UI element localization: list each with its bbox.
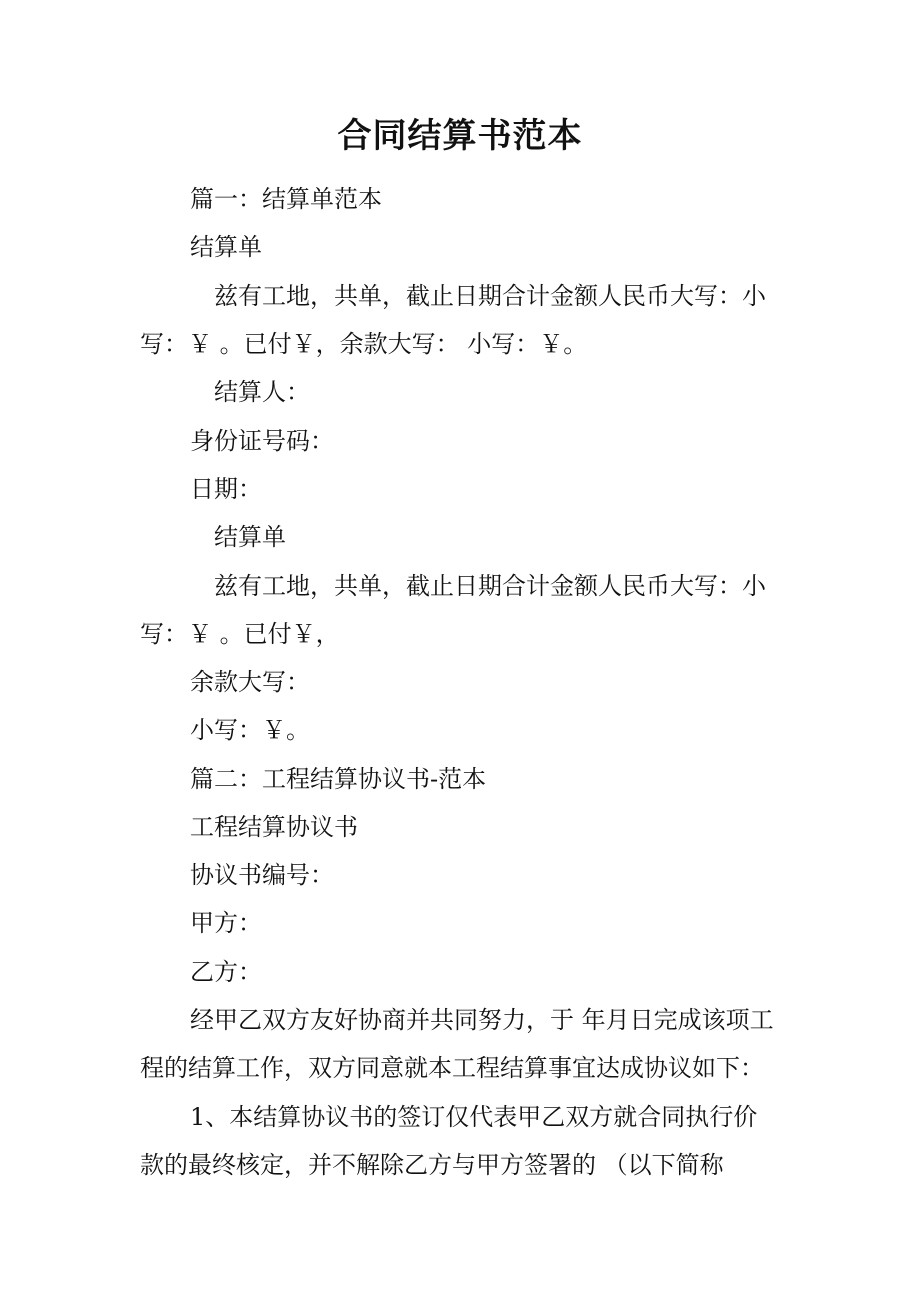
paragraph-line: 写：￥ 。已付￥， bbox=[140, 620, 340, 648]
field-party-a: 甲方： bbox=[190, 909, 262, 937]
paragraph-line: 经甲乙双方友好协商并共同努力，于 年月日完成该项工 bbox=[190, 1006, 774, 1034]
paragraph-line: 程的结算工作，双方同意就本工程结算事宜达成协议如下： bbox=[140, 1054, 764, 1082]
field-id-number: 身份证号码： bbox=[190, 427, 334, 455]
paragraph-line: 款的最终核定，并不解除乙方与甲方签署的 （以下简称 bbox=[140, 1151, 724, 1179]
field-party-b: 乙方： bbox=[190, 958, 262, 986]
paragraph-line: 1、本结算协议书的签订仅代表甲乙双方就合同执行价 bbox=[190, 1103, 758, 1131]
field-settler: 结算人： bbox=[214, 378, 310, 406]
field-balance-figures: 小写：￥。 bbox=[190, 716, 310, 744]
field-agreement-number: 协议书编号： bbox=[190, 861, 334, 889]
form-heading-settlement: 结算单 bbox=[190, 233, 262, 261]
agreement-heading: 工程结算协议书 bbox=[190, 813, 358, 841]
paragraph-line: 兹有工地，共单，截止日期合计金额人民币大写：小 bbox=[214, 282, 766, 310]
field-balance-capital: 余款大写： bbox=[190, 668, 310, 696]
document-title: 合同结算书范本 bbox=[337, 116, 583, 156]
section-heading-2: 篇二：工程结算协议书-范本 bbox=[190, 765, 487, 793]
section-heading-1: 篇一：结算单范本 bbox=[190, 185, 382, 213]
form-heading-settlement: 结算单 bbox=[214, 523, 286, 551]
paragraph-line: 写：￥ 。已付￥，余款大写： 小写：￥。 bbox=[140, 330, 588, 358]
paragraph-line: 兹有工地，共单，截止日期合计金额人民币大写：小 bbox=[214, 572, 766, 600]
field-date: 日期： bbox=[190, 475, 262, 503]
